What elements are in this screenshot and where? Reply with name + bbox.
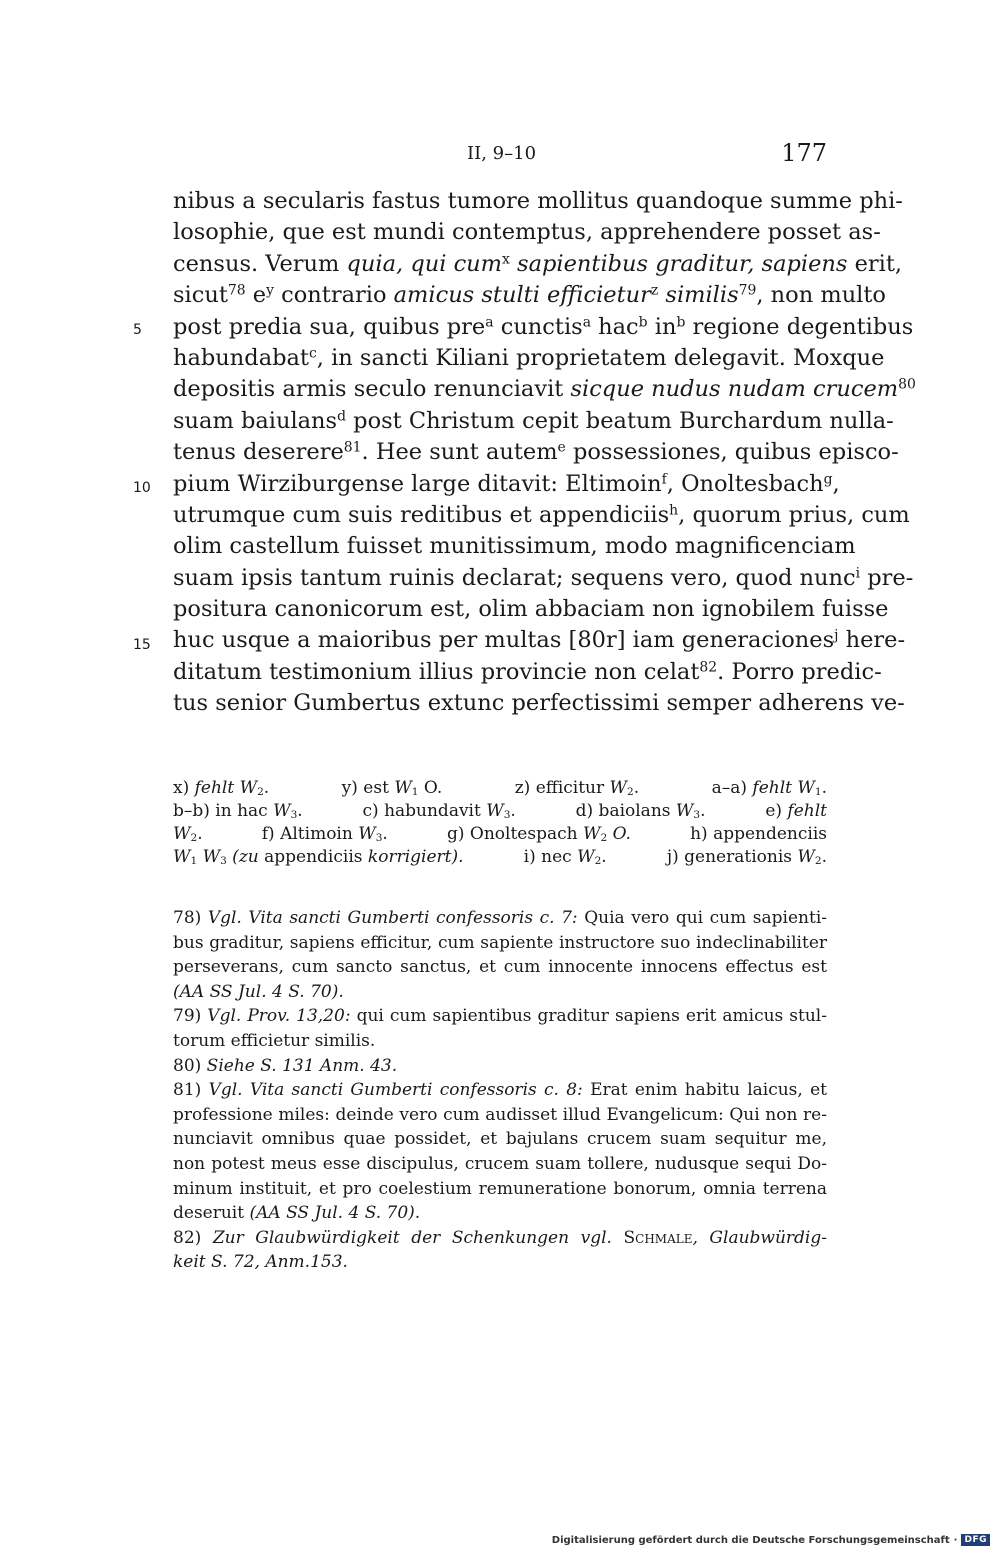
apparatus-entry: g) Onoltespach $W_2$ O.	[447, 824, 631, 845]
text-line: huc usque a maioribus per multas [80r] iam generaciones$^j$ here-	[173, 627, 906, 654]
footnote-ref: 82	[699, 659, 718, 676]
apparatus-entry: i) nec $W_2$.	[523, 847, 607, 868]
apparatus-mark: a	[582, 313, 591, 330]
page-number: 177	[781, 139, 827, 167]
digitization-credit	[552, 1534, 990, 1546]
footnote-line: torum efficietur similis.	[173, 1030, 376, 1051]
text-line: post predia sua, quibus pre$^a$ cunctis$^a$ hac$^b$ $in^b$ regione degentibus	[173, 313, 914, 340]
apparatus-entry: $W_2$.	[173, 824, 203, 845]
apparatus-mark: z	[650, 282, 659, 299]
footnote-line: deseruit (AA SS Jul. 4 S. 70).	[173, 1203, 421, 1224]
apparatus-mark: g	[823, 470, 833, 487]
footnote-line: (AA SS Jul. 4 S. 70).	[173, 981, 344, 1002]
apparatus-line	[173, 777, 827, 800]
text-line: positura canonicorum est, olim abbaciam non ignobilem fuisse	[173, 596, 889, 623]
text-line: pium Wirziburgense large ditavit: Eltimoin$^f$, Onoltesbach$^g$,	[173, 470, 840, 497]
footnotes	[173, 906, 827, 1275]
footnote-line: 80) Siehe S. 131 Anm. 43.	[173, 1055, 398, 1076]
apparatus-entry: y) est $W_1$ O.	[341, 778, 443, 799]
footnote-line: bus graditur, sapiens efficitur, cum sapiente instructore suo indeclinabiliter	[173, 932, 827, 953]
footnote-ref: 80	[898, 376, 916, 393]
apparatus-line	[173, 846, 827, 869]
text-line: ditatum testimonium illius provincie non celat$^{82}$. Porro predic-	[173, 658, 882, 685]
footnote-line: nunciavit omnibus quae possidet, et bajulans crucem suam sequitur me,	[173, 1129, 827, 1150]
apparatus-mark: a	[485, 313, 494, 330]
text-line: suam ipsis tantum ruinis declarat; sequens vero, quod nunc$^i$ pre-	[173, 564, 914, 591]
footnote-line: 82) Zur Glaubwürdigkeit der Schenkungen vgl. Schmale, Glaubwürdig-	[173, 1227, 827, 1248]
footnote-line: minum instituit, et pro coelestium remuneratione bonorum, omnia terrena	[173, 1178, 827, 1199]
apparatus-mark: f	[661, 470, 667, 487]
text-line: tus senior Gumbertus extunc perfectissimi semper adherens ve-	[173, 690, 905, 717]
separator-dot: ·	[953, 1534, 958, 1546]
footnote-line: 81) Vgl. Vita sancti Gumberti confessoris c. 8: Erat enim habitu laicus, et	[173, 1080, 827, 1101]
apparatus-line	[173, 800, 827, 823]
apparatus-entry: $W_1$ $W_3$ (zu appendiciis korrigiert).	[173, 847, 464, 868]
line-number-15: 15	[133, 637, 151, 653]
apparatus-entry: x) fehlt $W_2$.	[173, 778, 270, 799]
text-line: habundabat$^c$, in sancti Kiliani proprietatem delegavit. Moxque	[173, 344, 885, 371]
apparatus-mark: b	[638, 313, 648, 330]
apparatus-entry: a–a) fehlt $W_1$.	[711, 778, 827, 799]
apparatus-entry: j) generationis $W_2$.	[666, 847, 827, 868]
footnote-line: non potest meus esse discipulus, crucem suam tollere, nudusque sequi Do-	[173, 1153, 827, 1174]
apparatus-entry: e) fehlt	[765, 801, 827, 821]
running-head: II, 9–10	[467, 143, 537, 164]
critical-apparatus	[173, 777, 827, 869]
credit-text: Digitalisierung gefördert durch die Deutsche Forschungsgemeinschaft	[551, 1534, 950, 1546]
apparatus-entry: b–b) in hac $W_3$.	[173, 801, 303, 822]
footnote-line: professione miles: deinde vero cum audisset illud Evangelicum: Qui non re-	[173, 1104, 827, 1125]
apparatus-entry: d) baiolans $W_3$.	[575, 801, 706, 822]
apparatus-mark: x	[502, 251, 510, 268]
apparatus-mark: e	[557, 439, 566, 456]
text-line: olim castellum fuisset munitissimum, modo magnificenciam	[173, 533, 856, 560]
line-number-10: 10	[133, 480, 151, 496]
apparatus-line	[173, 823, 827, 846]
text-line: sicut$^{78}$ $e^y$ contrario amicus stulti efficietur$^z$ similis$^{79}$, non multo	[173, 282, 886, 309]
apparatus-entry: h) appendenciis	[690, 824, 827, 844]
apparatus-mark: b	[676, 313, 686, 330]
footnote-line: 78) Vgl. Vita sancti Gumberti confessoris c. 7: Quia vero qui cum sapienti-	[173, 908, 827, 928]
text-line: depositis armis seculo renunciavit sicque nudus nudam crucem$^{80}$	[173, 376, 916, 403]
apparatus-entry: z) efficitur $W_2$.	[514, 778, 640, 799]
apparatus-entry: c) habundavit $W_3$.	[362, 801, 516, 822]
apparatus-mark: y	[266, 282, 274, 299]
text-line: census. Verum quia, qui cum$^x$ sapientibus graditur, sapiens erit,	[173, 250, 903, 277]
text-line: tenus deserere$^{81}$. Hee sunt autem$^e$ possessiones, quibus episco-	[173, 439, 899, 466]
text-line: utrumque cum suis reditibus et appendiciis$^h$, quorum prius, cum	[173, 501, 910, 528]
footnote-ref: 79	[738, 282, 757, 299]
line-number-5: 5	[133, 322, 142, 338]
footnote-line: perseverans, cum sancto sanctus, et cum innocente innocens effectus est	[173, 957, 827, 978]
apparatus-mark: h	[669, 502, 679, 519]
footnote-line: keit S. 72, Anm.153.	[173, 1252, 348, 1273]
text-line: suam baiulans$^d$ post Christum cepit beatum Burchardum nulla-	[173, 407, 894, 434]
text-line: losophie, que est mundi contemptus, apprehendere posset as-	[173, 219, 881, 246]
apparatus-mark: c	[308, 345, 317, 362]
apparatus-mark: d	[337, 408, 347, 425]
main-text	[173, 186, 916, 720]
footnote-ref: 78	[227, 282, 246, 299]
apparatus-entry: f) Altimoin $W_3$.	[261, 824, 388, 845]
apparatus-mark: i	[855, 565, 861, 582]
apparatus-mark: j	[834, 627, 839, 644]
footnote-line: 79) Vgl. Prov. 13,20: qui cum sapientibus graditur sapiens erit amicus stul-	[173, 1006, 827, 1027]
text-line: nibus a secularis fastus tumore mollitus quandoque summe phi-	[173, 188, 903, 214]
dfg-logo: DFG	[961, 1534, 990, 1546]
footnote-ref: 81	[343, 439, 362, 456]
